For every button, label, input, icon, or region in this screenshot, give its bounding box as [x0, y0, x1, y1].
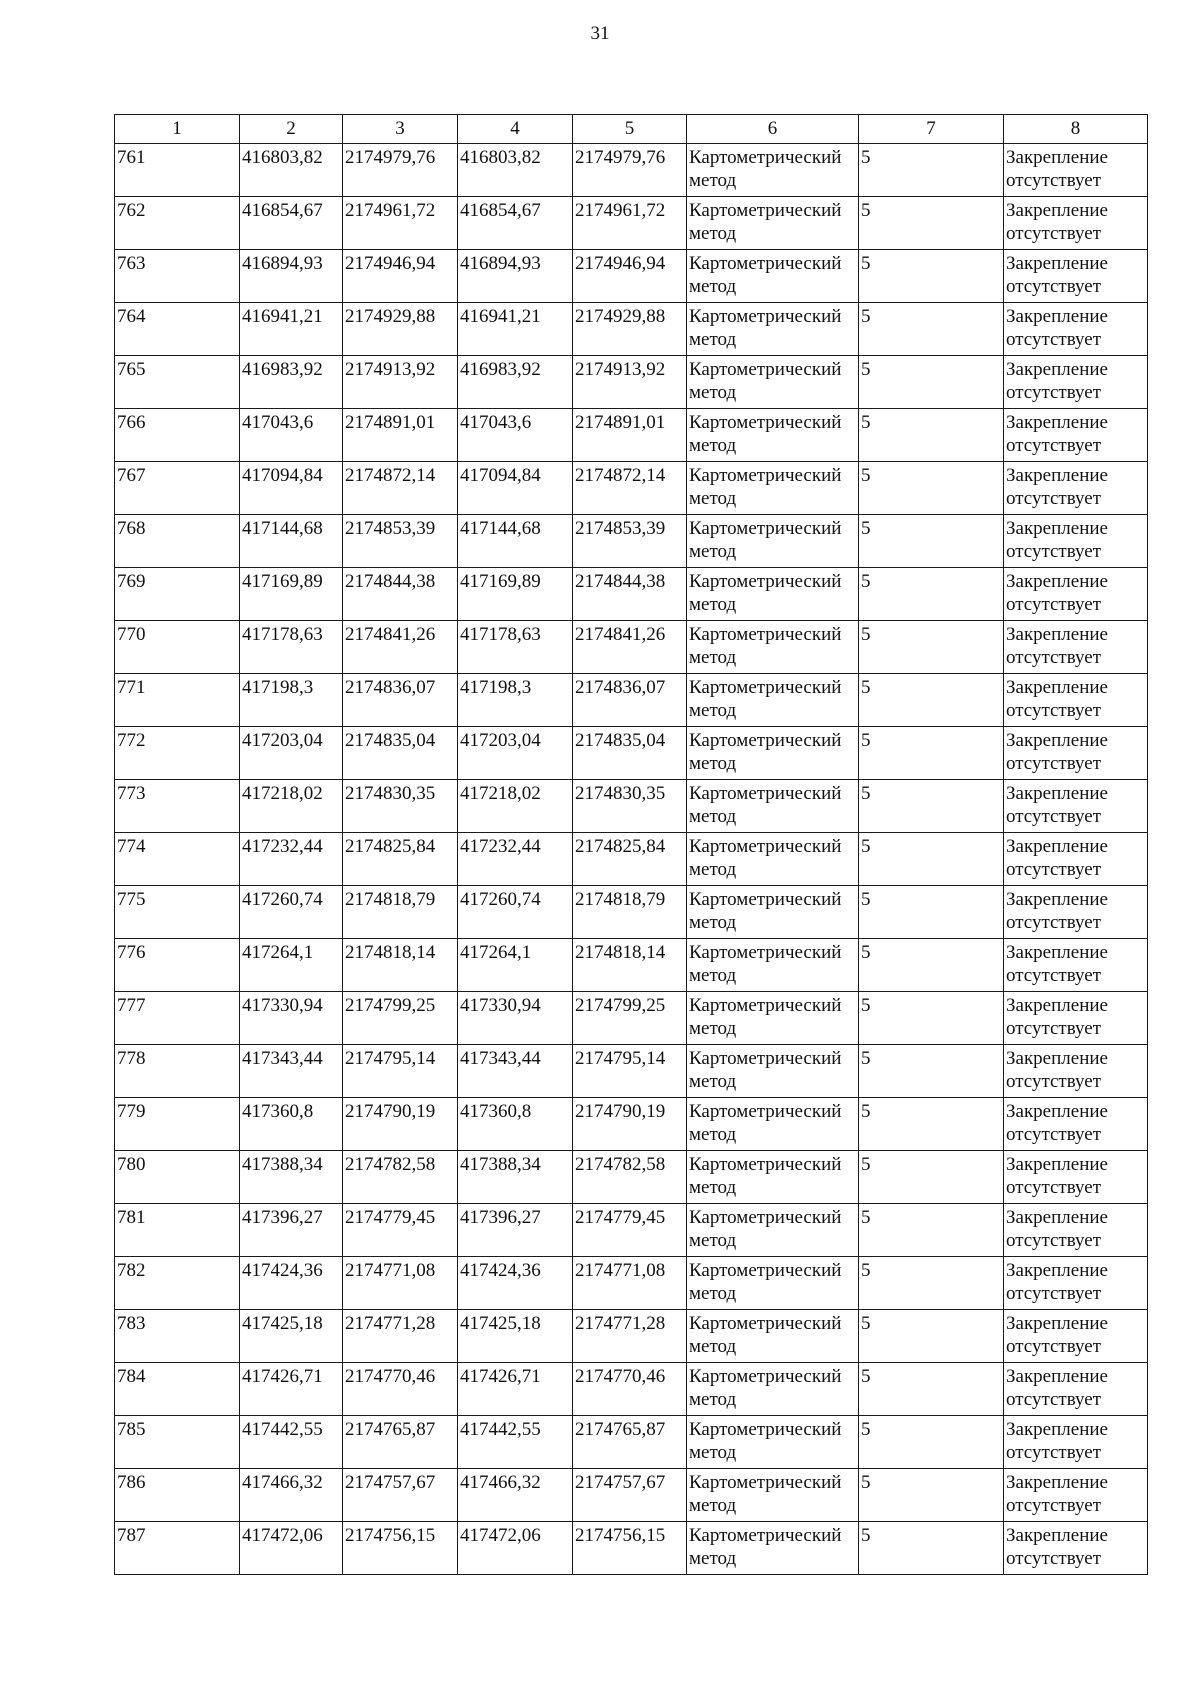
y-new-cell: 2174765,87: [573, 1416, 687, 1469]
header-cell-2: 2: [240, 115, 343, 144]
x-existing-cell: 417232,44: [240, 833, 343, 886]
x-new-cell: 417043,6: [458, 409, 573, 462]
accuracy-cell: 5: [859, 1045, 1004, 1098]
table-row: [115, 250, 1148, 303]
table-row: [115, 674, 1148, 727]
table-row: [115, 833, 1148, 886]
y-new-cell: 2174825,84: [573, 833, 687, 886]
x-new-cell: 417260,74: [458, 886, 573, 939]
y-existing-cell: 2174979,76: [343, 144, 458, 197]
point-number-cell: 764: [115, 303, 240, 356]
fixing-description-cell: Закрепление отсутствует: [1004, 515, 1148, 568]
y-new-cell: 2174913,92: [573, 356, 687, 409]
method-cell: Картометрический метод: [687, 621, 859, 674]
table-row: [115, 1204, 1148, 1257]
method-cell: Картометрический метод: [687, 250, 859, 303]
point-number-cell: 762: [115, 197, 240, 250]
fixing-description-cell: Закрепление отсутствует: [1004, 197, 1148, 250]
accuracy-cell: 5: [859, 621, 1004, 674]
y-existing-cell: 2174961,72: [343, 197, 458, 250]
fixing-description-cell: Закрепление отсутствует: [1004, 939, 1148, 992]
header-row: [115, 115, 1148, 144]
y-new-cell: 2174790,19: [573, 1098, 687, 1151]
accuracy-cell: 5: [859, 674, 1004, 727]
page-number: 31: [590, 23, 610, 44]
x-existing-cell: 416894,93: [240, 250, 343, 303]
header-cell-5: 5: [573, 115, 687, 144]
x-existing-cell: 417264,1: [240, 939, 343, 992]
coordinates-table: [114, 114, 1148, 1575]
y-existing-cell: 2174818,14: [343, 939, 458, 992]
fixing-description-cell: Закрепление отсутствует: [1004, 780, 1148, 833]
x-new-cell: 417360,8: [458, 1098, 573, 1151]
method-cell: Картометрический метод: [687, 727, 859, 780]
accuracy-cell: 5: [859, 992, 1004, 1045]
fixing-description-cell: Закрепление отсутствует: [1004, 886, 1148, 939]
fixing-description-cell: Закрепление отсутствует: [1004, 1045, 1148, 1098]
x-existing-cell: 416941,21: [240, 303, 343, 356]
method-cell: Картометрический метод: [687, 462, 859, 515]
table-row: [115, 1045, 1148, 1098]
point-number-cell: 783: [115, 1310, 240, 1363]
x-new-cell: 417169,89: [458, 568, 573, 621]
method-cell: Картометрический метод: [687, 409, 859, 462]
x-existing-cell: 417343,44: [240, 1045, 343, 1098]
point-number-cell: 778: [115, 1045, 240, 1098]
table-row: [115, 356, 1148, 409]
table-row: [115, 462, 1148, 515]
y-existing-cell: 2174830,35: [343, 780, 458, 833]
accuracy-cell: 5: [859, 250, 1004, 303]
x-existing-cell: 417424,36: [240, 1257, 343, 1310]
y-new-cell: 2174782,58: [573, 1151, 687, 1204]
table-row: [115, 621, 1148, 674]
fixing-description-cell: Закрепление отсутствует: [1004, 409, 1148, 462]
table-row: [115, 1151, 1148, 1204]
point-number-cell: 772: [115, 727, 240, 780]
x-existing-cell: 417178,63: [240, 621, 343, 674]
accuracy-cell: 5: [859, 780, 1004, 833]
table-row: [115, 1469, 1148, 1522]
fixing-description-cell: Закрепление отсутствует: [1004, 1098, 1148, 1151]
method-cell: Картометрический метод: [687, 1363, 859, 1416]
accuracy-cell: 5: [859, 833, 1004, 886]
x-existing-cell: 416983,92: [240, 356, 343, 409]
point-number-cell: 767: [115, 462, 240, 515]
y-new-cell: 2174946,94: [573, 250, 687, 303]
x-new-cell: 417425,18: [458, 1310, 573, 1363]
table-body: [115, 144, 1148, 1575]
table-row: [115, 144, 1148, 197]
point-number-cell: 784: [115, 1363, 240, 1416]
y-new-cell: 2174771,28: [573, 1310, 687, 1363]
fixing-description-cell: Закрепление отсутствует: [1004, 621, 1148, 674]
y-existing-cell: 2174765,87: [343, 1416, 458, 1469]
method-cell: Картометрический метод: [687, 939, 859, 992]
y-new-cell: 2174757,67: [573, 1469, 687, 1522]
x-new-cell: 417178,63: [458, 621, 573, 674]
fixing-description-cell: Закрепление отсутствует: [1004, 1522, 1148, 1575]
x-existing-cell: 417260,74: [240, 886, 343, 939]
point-number-cell: 787: [115, 1522, 240, 1575]
method-cell: Картометрический метод: [687, 780, 859, 833]
table-row: [115, 1363, 1148, 1416]
fixing-description-cell: Закрепление отсутствует: [1004, 727, 1148, 780]
method-cell: Картометрический метод: [687, 515, 859, 568]
header-cell-1: 1: [115, 115, 240, 144]
x-existing-cell: 417218,02: [240, 780, 343, 833]
x-new-cell: 417218,02: [458, 780, 573, 833]
x-new-cell: 416803,82: [458, 144, 573, 197]
x-new-cell: 416854,67: [458, 197, 573, 250]
accuracy-cell: 5: [859, 939, 1004, 992]
point-number-cell: 765: [115, 356, 240, 409]
x-existing-cell: 417198,3: [240, 674, 343, 727]
method-cell: Картометрический метод: [687, 1045, 859, 1098]
y-existing-cell: 2174891,01: [343, 409, 458, 462]
method-cell: Картометрический метод: [687, 1522, 859, 1575]
point-number-cell: 763: [115, 250, 240, 303]
y-new-cell: 2174795,14: [573, 1045, 687, 1098]
method-cell: Картометрический метод: [687, 1257, 859, 1310]
table-row: [115, 515, 1148, 568]
x-existing-cell: 417426,71: [240, 1363, 343, 1416]
y-existing-cell: 2174836,07: [343, 674, 458, 727]
fixing-description-cell: Закрепление отсутствует: [1004, 833, 1148, 886]
x-new-cell: 417094,84: [458, 462, 573, 515]
table-row: [115, 409, 1148, 462]
y-new-cell: 2174830,35: [573, 780, 687, 833]
y-new-cell: 2174844,38: [573, 568, 687, 621]
y-existing-cell: 2174853,39: [343, 515, 458, 568]
x-new-cell: 417466,32: [458, 1469, 573, 1522]
point-number-cell: 775: [115, 886, 240, 939]
y-existing-cell: 2174835,04: [343, 727, 458, 780]
fixing-description-cell: Закрепление отсутствует: [1004, 1310, 1148, 1363]
y-existing-cell: 2174756,15: [343, 1522, 458, 1575]
y-new-cell: 2174961,72: [573, 197, 687, 250]
accuracy-cell: 5: [859, 1204, 1004, 1257]
x-existing-cell: 417144,68: [240, 515, 343, 568]
x-new-cell: 417264,1: [458, 939, 573, 992]
point-number-cell: 771: [115, 674, 240, 727]
y-existing-cell: 2174795,14: [343, 1045, 458, 1098]
y-existing-cell: 2174782,58: [343, 1151, 458, 1204]
x-new-cell: 416941,21: [458, 303, 573, 356]
method-cell: Картометрический метод: [687, 356, 859, 409]
accuracy-cell: 5: [859, 515, 1004, 568]
y-new-cell: 2174929,88: [573, 303, 687, 356]
y-new-cell: 2174835,04: [573, 727, 687, 780]
x-existing-cell: 417094,84: [240, 462, 343, 515]
accuracy-cell: 5: [859, 356, 1004, 409]
x-new-cell: 417330,94: [458, 992, 573, 1045]
table-row: [115, 1257, 1148, 1310]
accuracy-cell: 5: [859, 568, 1004, 621]
point-number-cell: 781: [115, 1204, 240, 1257]
fixing-description-cell: Закрепление отсутствует: [1004, 356, 1148, 409]
y-new-cell: 2174853,39: [573, 515, 687, 568]
header-cell-8: 8: [1004, 115, 1148, 144]
y-new-cell: 2174841,26: [573, 621, 687, 674]
point-number-cell: 769: [115, 568, 240, 621]
y-existing-cell: 2174872,14: [343, 462, 458, 515]
table-row: [115, 303, 1148, 356]
method-cell: Картометрический метод: [687, 303, 859, 356]
y-existing-cell: 2174825,84: [343, 833, 458, 886]
y-existing-cell: 2174841,26: [343, 621, 458, 674]
x-existing-cell: 417388,34: [240, 1151, 343, 1204]
fixing-description-cell: Закрепление отсутствует: [1004, 1416, 1148, 1469]
point-number-cell: 779: [115, 1098, 240, 1151]
x-existing-cell: 417330,94: [240, 992, 343, 1045]
y-new-cell: 2174818,79: [573, 886, 687, 939]
y-new-cell: 2174818,14: [573, 939, 687, 992]
x-existing-cell: 417203,04: [240, 727, 343, 780]
accuracy-cell: 5: [859, 1363, 1004, 1416]
x-new-cell: 417198,3: [458, 674, 573, 727]
y-existing-cell: 2174779,45: [343, 1204, 458, 1257]
accuracy-cell: 5: [859, 727, 1004, 780]
table-row: [115, 568, 1148, 621]
y-new-cell: 2174979,76: [573, 144, 687, 197]
y-existing-cell: 2174818,79: [343, 886, 458, 939]
accuracy-cell: 5: [859, 886, 1004, 939]
x-existing-cell: 417466,32: [240, 1469, 343, 1522]
y-new-cell: 2174756,15: [573, 1522, 687, 1575]
fixing-description-cell: Закрепление отсутствует: [1004, 992, 1148, 1045]
fixing-description-cell: Закрепление отсутствует: [1004, 303, 1148, 356]
method-cell: Картометрический метод: [687, 568, 859, 621]
x-existing-cell: 416854,67: [240, 197, 343, 250]
method-cell: Картометрический метод: [687, 1469, 859, 1522]
y-new-cell: 2174836,07: [573, 674, 687, 727]
table-row: [115, 727, 1148, 780]
table-row: [115, 1522, 1148, 1575]
y-existing-cell: 2174929,88: [343, 303, 458, 356]
accuracy-cell: 5: [859, 462, 1004, 515]
x-existing-cell: 417472,06: [240, 1522, 343, 1575]
fixing-description-cell: Закрепление отсутствует: [1004, 462, 1148, 515]
point-number-cell: 782: [115, 1257, 240, 1310]
y-new-cell: 2174779,45: [573, 1204, 687, 1257]
method-cell: Картометрический метод: [687, 992, 859, 1045]
y-existing-cell: 2174844,38: [343, 568, 458, 621]
header-cell-3: 3: [343, 115, 458, 144]
header-cell-7: 7: [859, 115, 1004, 144]
accuracy-cell: 5: [859, 1522, 1004, 1575]
accuracy-cell: 5: [859, 197, 1004, 250]
x-existing-cell: 417425,18: [240, 1310, 343, 1363]
table-row: [115, 939, 1148, 992]
header-cell-4: 4: [458, 115, 573, 144]
point-number-cell: 761: [115, 144, 240, 197]
x-existing-cell: 417043,6: [240, 409, 343, 462]
x-new-cell: 417232,44: [458, 833, 573, 886]
y-new-cell: 2174872,14: [573, 462, 687, 515]
x-new-cell: 417442,55: [458, 1416, 573, 1469]
y-new-cell: 2174770,46: [573, 1363, 687, 1416]
y-new-cell: 2174799,25: [573, 992, 687, 1045]
y-existing-cell: 2174790,19: [343, 1098, 458, 1151]
method-cell: Картометрический метод: [687, 1151, 859, 1204]
x-existing-cell: 417442,55: [240, 1416, 343, 1469]
x-new-cell: 417144,68: [458, 515, 573, 568]
table-row: [115, 1098, 1148, 1151]
x-existing-cell: 417396,27: [240, 1204, 343, 1257]
y-existing-cell: 2174913,92: [343, 356, 458, 409]
fixing-description-cell: Закрепление отсутствует: [1004, 1469, 1148, 1522]
y-existing-cell: 2174946,94: [343, 250, 458, 303]
x-new-cell: 417396,27: [458, 1204, 573, 1257]
method-cell: Картометрический метод: [687, 833, 859, 886]
x-existing-cell: 417360,8: [240, 1098, 343, 1151]
table-row: [115, 780, 1148, 833]
method-cell: Картометрический метод: [687, 144, 859, 197]
method-cell: Картометрический метод: [687, 1416, 859, 1469]
accuracy-cell: 5: [859, 1151, 1004, 1204]
y-existing-cell: 2174770,46: [343, 1363, 458, 1416]
x-new-cell: 417343,44: [458, 1045, 573, 1098]
x-new-cell: 416894,93: [458, 250, 573, 303]
table-row: [115, 992, 1148, 1045]
accuracy-cell: 5: [859, 409, 1004, 462]
table-row: [115, 1416, 1148, 1469]
x-new-cell: 417424,36: [458, 1257, 573, 1310]
method-cell: Картометрический метод: [687, 1204, 859, 1257]
x-existing-cell: 417169,89: [240, 568, 343, 621]
fixing-description-cell: Закрепление отсутствует: [1004, 568, 1148, 621]
header-cell-6: 6: [687, 115, 859, 144]
accuracy-cell: 5: [859, 1469, 1004, 1522]
y-existing-cell: 2174771,08: [343, 1257, 458, 1310]
accuracy-cell: 5: [859, 1310, 1004, 1363]
accuracy-cell: 5: [859, 144, 1004, 197]
point-number-cell: 774: [115, 833, 240, 886]
x-new-cell: 417472,06: [458, 1522, 573, 1575]
y-existing-cell: 2174771,28: [343, 1310, 458, 1363]
method-cell: Картометрический метод: [687, 1310, 859, 1363]
fixing-description-cell: Закрепление отсутствует: [1004, 1257, 1148, 1310]
accuracy-cell: 5: [859, 1257, 1004, 1310]
point-number-cell: 766: [115, 409, 240, 462]
fixing-description-cell: Закрепление отсутствует: [1004, 250, 1148, 303]
x-existing-cell: 416803,82: [240, 144, 343, 197]
method-cell: Картометрический метод: [687, 197, 859, 250]
table-row: [115, 197, 1148, 250]
y-existing-cell: 2174799,25: [343, 992, 458, 1045]
table-row: [115, 1310, 1148, 1363]
fixing-description-cell: Закрепление отсутствует: [1004, 674, 1148, 727]
point-number-cell: 780: [115, 1151, 240, 1204]
y-existing-cell: 2174757,67: [343, 1469, 458, 1522]
y-new-cell: 2174771,08: [573, 1257, 687, 1310]
x-new-cell: 417426,71: [458, 1363, 573, 1416]
fixing-description-cell: Закрепление отсутствует: [1004, 1151, 1148, 1204]
y-new-cell: 2174891,01: [573, 409, 687, 462]
point-number-cell: 768: [115, 515, 240, 568]
point-number-cell: 776: [115, 939, 240, 992]
fixing-description-cell: Закрепление отсутствует: [1004, 1204, 1148, 1257]
accuracy-cell: 5: [859, 1098, 1004, 1151]
point-number-cell: 777: [115, 992, 240, 1045]
method-cell: Картометрический метод: [687, 886, 859, 939]
point-number-cell: 770: [115, 621, 240, 674]
x-new-cell: 417388,34: [458, 1151, 573, 1204]
x-new-cell: 417203,04: [458, 727, 573, 780]
table-header: [115, 115, 1148, 144]
accuracy-cell: 5: [859, 303, 1004, 356]
accuracy-cell: 5: [859, 1416, 1004, 1469]
method-cell: Картометрический метод: [687, 674, 859, 727]
fixing-description-cell: Закрепление отсутствует: [1004, 1363, 1148, 1416]
x-new-cell: 416983,92: [458, 356, 573, 409]
fixing-description-cell: Закрепление отсутствует: [1004, 144, 1148, 197]
point-number-cell: 785: [115, 1416, 240, 1469]
point-number-cell: 773: [115, 780, 240, 833]
point-number-cell: 786: [115, 1469, 240, 1522]
method-cell: Картометрический метод: [687, 1098, 859, 1151]
table-row: [115, 886, 1148, 939]
